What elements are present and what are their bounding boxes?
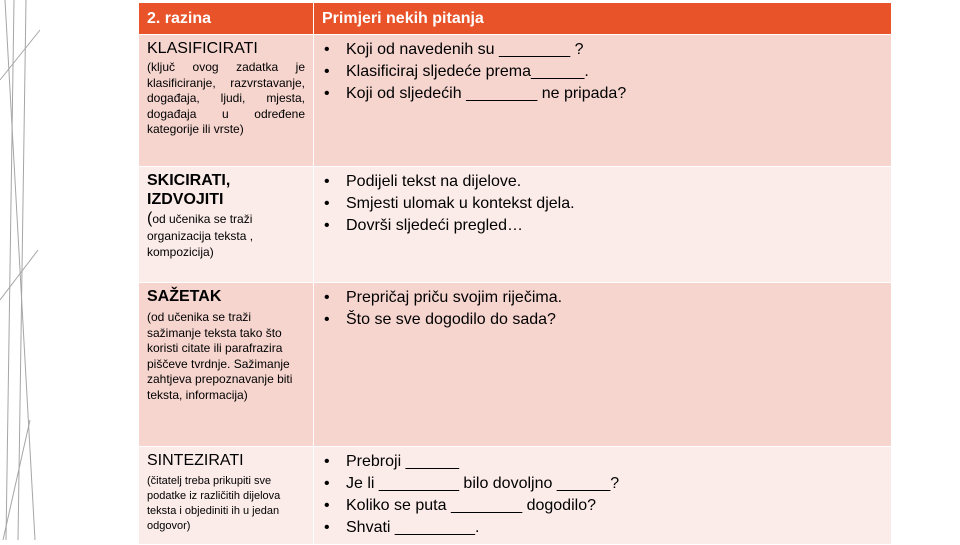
header-level: 2. razina bbox=[139, 3, 314, 35]
question-list bbox=[322, 171, 883, 237]
list-item: • Klasificiraj sljedeće prema______. bbox=[322, 61, 883, 83]
level-cell bbox=[139, 35, 314, 167]
table-row bbox=[139, 35, 892, 167]
level-title: SKICIRATI, IZDVOJITI bbox=[147, 172, 231, 208]
level-note-lead: od učenika se traži bbox=[152, 212, 253, 226]
level-title: SAŽETAK bbox=[147, 288, 222, 305]
question-list bbox=[322, 39, 883, 105]
question-list bbox=[322, 451, 883, 539]
list-item: • Koji od navedenih su ________ ? bbox=[322, 39, 883, 61]
question-list bbox=[322, 287, 883, 331]
questions-cell bbox=[314, 283, 892, 447]
list-item: • Smjesti ulomak u kontekst djela. bbox=[322, 193, 883, 215]
decorative-side-lines bbox=[0, 0, 40, 540]
level-cell bbox=[139, 167, 314, 283]
table-row bbox=[139, 447, 892, 545]
header-questions: Primjeri nekih pitanja bbox=[314, 3, 892, 35]
levels-table bbox=[138, 2, 892, 545]
list-item: • Je li _________ bilo dovoljno ______? bbox=[322, 473, 883, 495]
level-note: (ključ ovog zadatka je klasificiranje, razvrstavanje, događaja, ljudi, mjesta, događaja u određene kategorije ili vrste) bbox=[147, 60, 305, 136]
table-row bbox=[139, 167, 892, 283]
list-item: • Koji od sljedećih ________ ne pripada? bbox=[322, 83, 883, 105]
list-item: • Koliko se puta ________ dogodilo? bbox=[322, 495, 883, 517]
list-item: • Podijeli tekst na dijelove. bbox=[322, 171, 883, 193]
questions-cell bbox=[314, 447, 892, 545]
level-note: organizacija teksta , kompozicija) bbox=[147, 229, 254, 259]
list-item: • Prebroji ______ bbox=[322, 451, 883, 473]
note-open-paren: ( bbox=[147, 210, 153, 227]
level-note: (od učenika se traži sažimanje teksta tako što koristi citate ili parafrazira piščeve tvrdnje. Sažimanje zahtjeva prepoznavanje biti teksta, informacija) bbox=[147, 310, 293, 402]
level-title: KLASIFICIRATI bbox=[147, 40, 258, 57]
level-title: SINTEZIRATI bbox=[147, 452, 244, 469]
list-item: • Shvati _________. bbox=[322, 517, 883, 539]
table-row bbox=[139, 283, 892, 447]
level-cell bbox=[139, 447, 314, 545]
questions-cell bbox=[314, 35, 892, 167]
level-note: (čitatelj treba prikupiti sve podatke iz različitih dijelova teksta i objediniti ih u jedan odgovor) bbox=[147, 475, 281, 532]
table-header-row bbox=[139, 3, 892, 35]
level-cell bbox=[139, 283, 314, 447]
list-item: • Što se sve dogodilo do sada? bbox=[322, 309, 883, 331]
list-item: • Dovrši sljedeći pregled… bbox=[322, 215, 883, 237]
level-note-first-line bbox=[147, 211, 305, 227]
questions-cell bbox=[314, 167, 892, 283]
list-item: • Prepričaj priču svojim riječima. bbox=[322, 287, 883, 309]
